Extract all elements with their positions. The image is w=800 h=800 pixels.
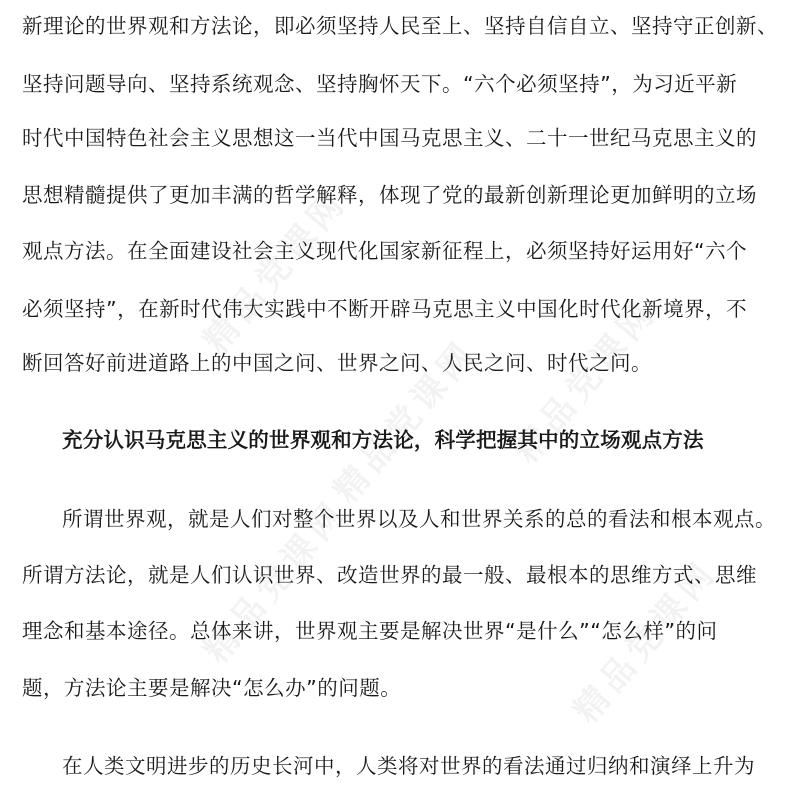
watermark: 精品党课网: [196, 181, 356, 361]
text-line: 所谓方法论，就是人们认识世界、改造世界的最一般、最根本的思维方式、思维: [22, 563, 757, 587]
text-line: 断回答好前进道路上的中国之问、世界之问、人民之问、时代之问。: [22, 351, 652, 375]
text-line: 理念和基本途径。总体来讲，世界观主要是解决世界“是什么”“怎么样”的问: [22, 619, 718, 643]
text-line: 题，方法论主要是解决“怎么办”的问题。: [22, 676, 402, 700]
text-line: 观点方法。在全面建设社会主义现代化国家新征程上，必须坚持好运用好“六个: [22, 239, 748, 263]
text-line: 新理论的世界观和方法论，即必须坚持人民至上、坚持自信自立、坚持守正创新、: [22, 14, 778, 38]
watermark: 精品党课网: [566, 551, 726, 731]
text-line: 时代中国特色社会主义思想这一当代中国马克思主义、二十一世纪马克思主义的: [22, 126, 757, 150]
section-heading: 充分认识马克思主义的世界观和方法论，科学把握其中的立场观点方法: [62, 428, 704, 452]
watermark: 精品党课网: [506, 291, 666, 471]
text-line: 思想精髓提供了更加丰满的哲学解释，体现了党的最新创新理论更加鲜明的立场: [22, 183, 757, 207]
watermark: 精品党课网: [326, 331, 486, 511]
text-line: 所谓世界观，就是人们对整个世界以及人和世界关系的总的看法和根本观点。: [62, 507, 776, 531]
text-line: 坚持问题导向、坚持系统观念、坚持胸怀天下。“六个必须坚持”，为习近平新: [22, 72, 738, 96]
text-line: 必须坚持”，在新时代伟大实践中不断开辟马克思主义中国化时代化新境界，不: [22, 297, 748, 321]
text-line: 在人类文明进步的历史长河中，人类将对世界的看法通过归纳和演绎上升为: [62, 754, 755, 778]
watermark: 精品党课网: [196, 491, 356, 671]
